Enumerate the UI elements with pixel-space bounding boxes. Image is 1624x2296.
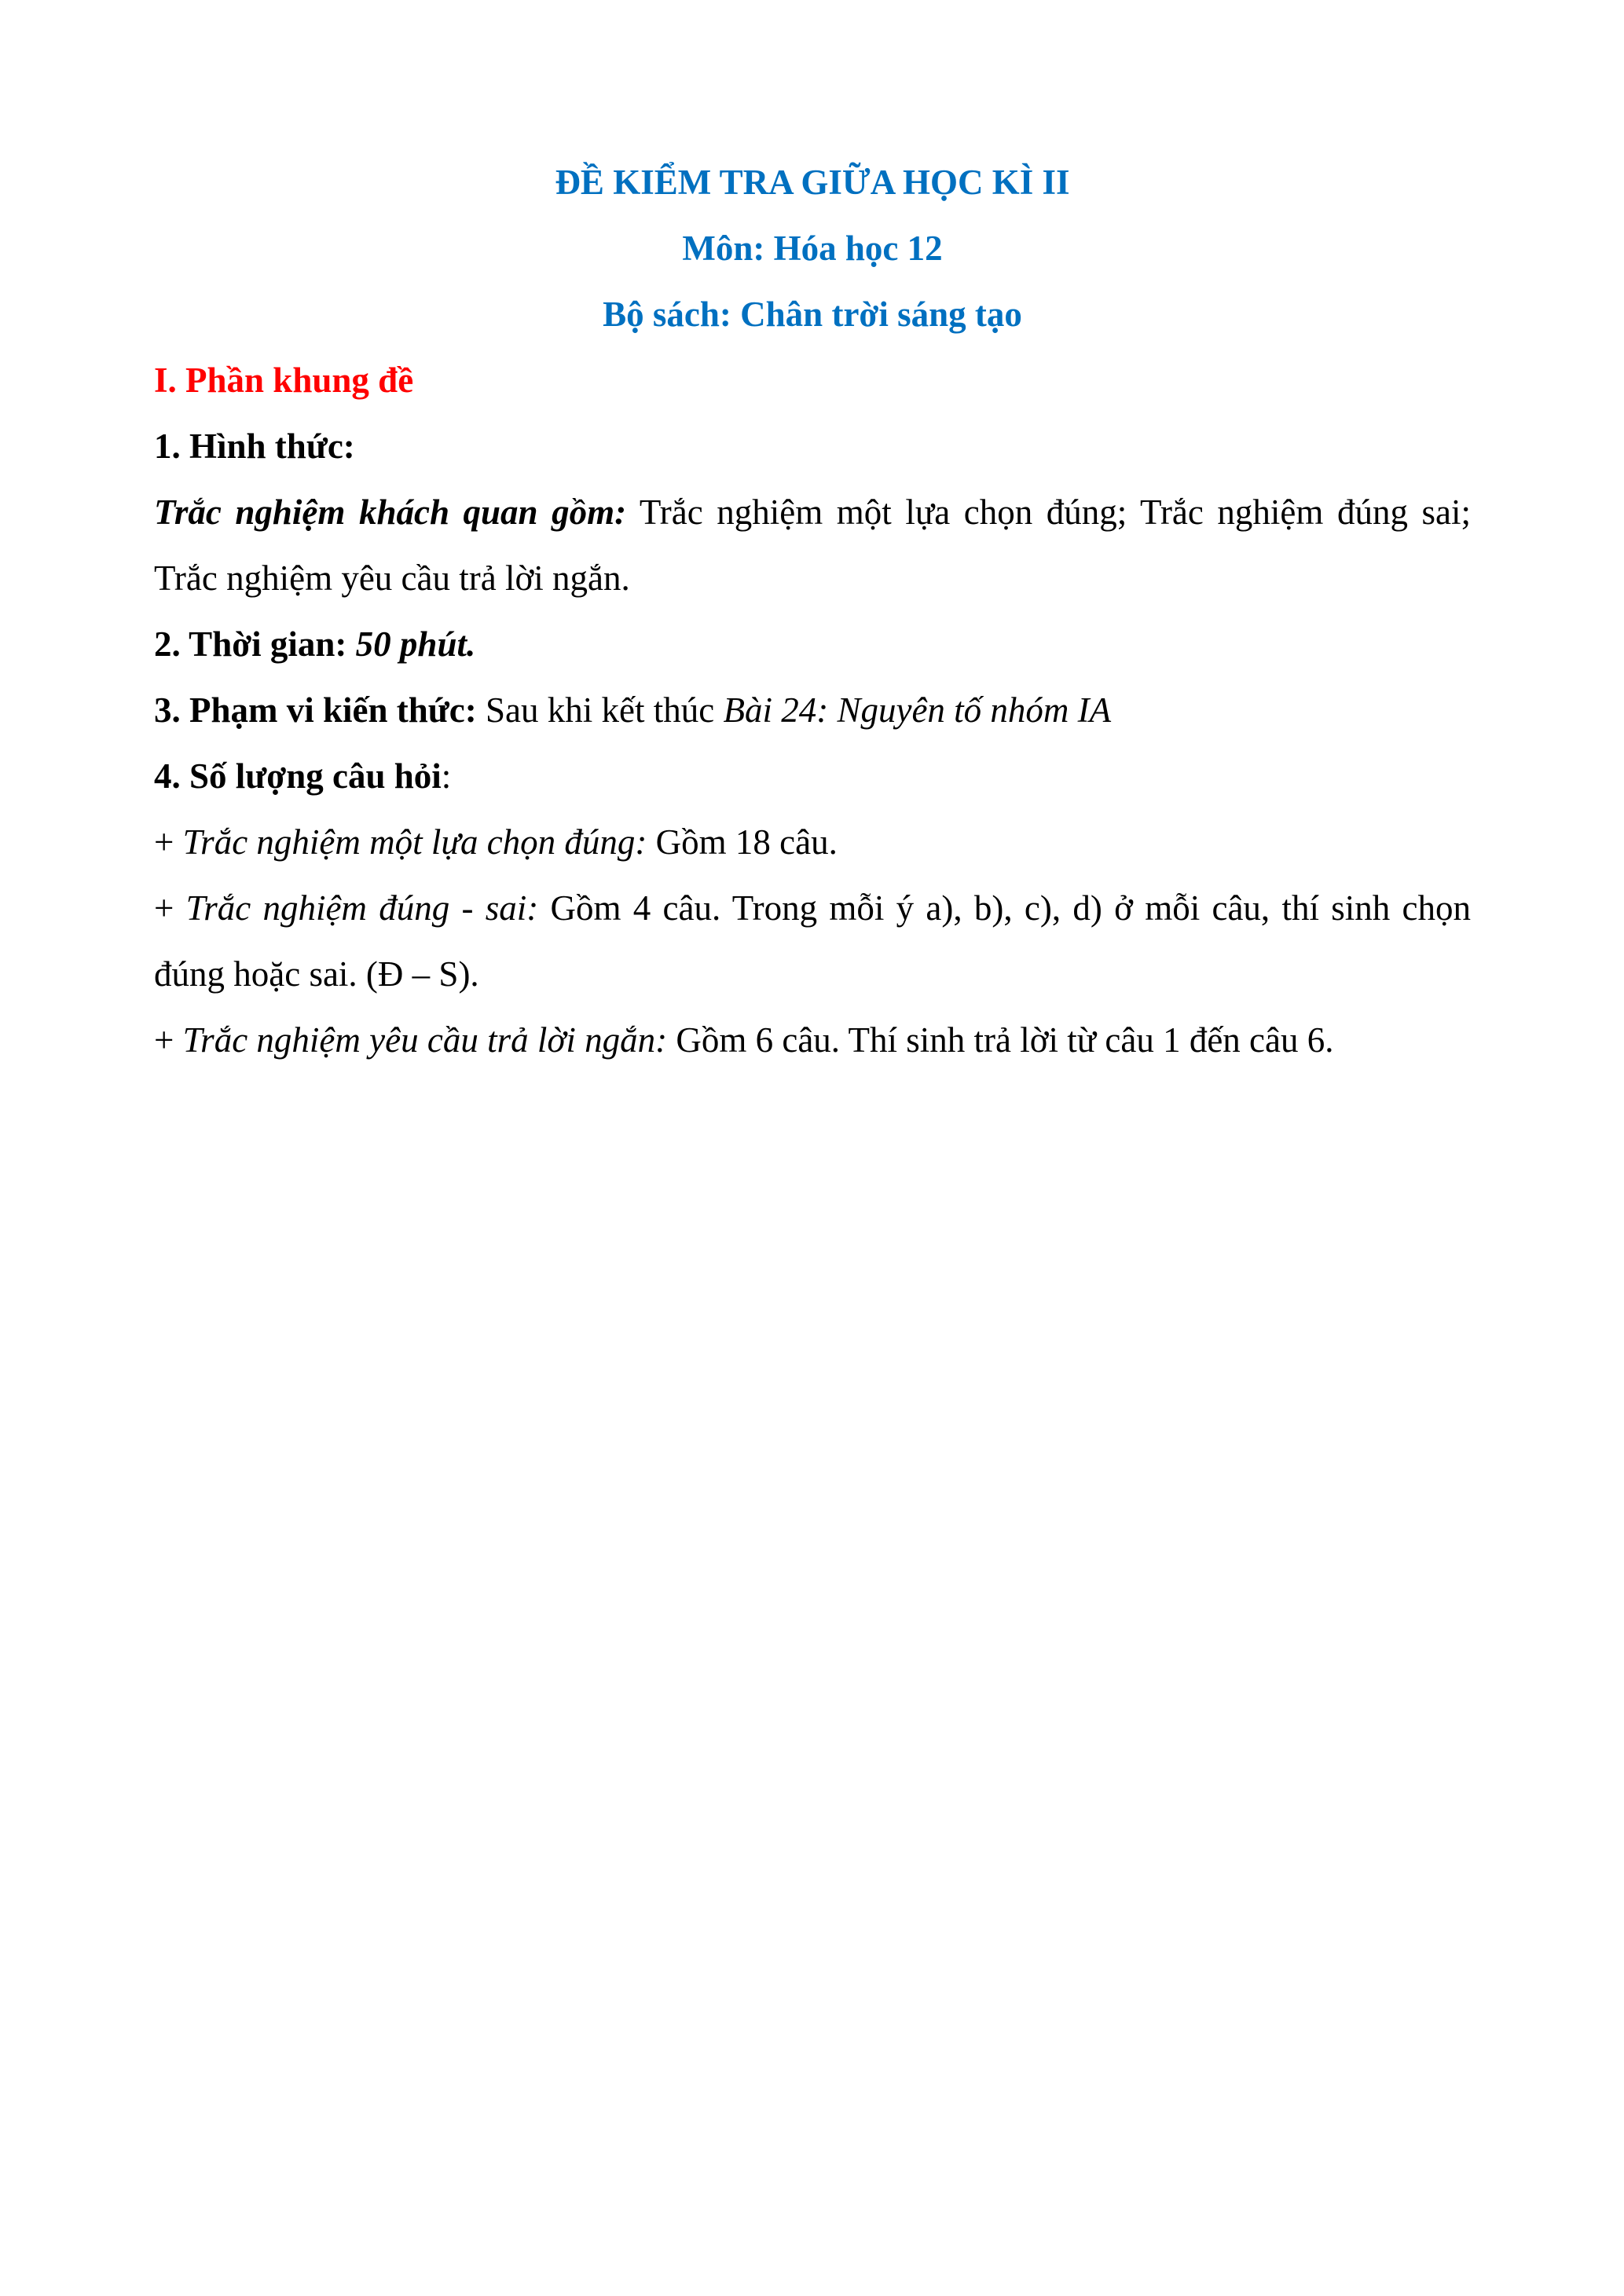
time-value: 50 phút. (355, 624, 476, 664)
item-text: Gồm 6 câu. Thí sinh trả lời từ câu 1 đến câu 6. (667, 1020, 1334, 1060)
document-content (154, 149, 1471, 1073)
item-prefix: + (154, 822, 183, 862)
count-item (154, 875, 1471, 1007)
item-text: Gồm 4 câu. Trong mỗi ý a), b), c), d) ở mỗi câu, thí sinh chọn đúng hoặc sai. (Đ – S). (154, 888, 1471, 994)
scope-paragraph (154, 677, 1471, 743)
book-line: Bộ sách: Chân trời sáng tạo (603, 295, 1022, 334)
item-prefix: + (154, 1020, 183, 1060)
exam-title: ĐỀ KIỂM TRA GIỮA HỌC KÌ II (555, 163, 1070, 202)
format-text: Trắc nghiệm một lựa chọn đúng; Trắc nghiệm đúng sai; Trắc nghiệm yêu cầu trả lời ngắn. (154, 493, 1472, 598)
count-heading-paragraph (154, 743, 1471, 809)
scope-text: Sau khi kết thúc (476, 690, 724, 730)
format-lead: Trắc nghiệm khách quan gồm: (154, 493, 627, 532)
item-type: Trắc nghiệm yêu cầu trả lời ngắn: (182, 1020, 668, 1060)
time-paragraph (154, 611, 1471, 677)
format-heading: 1. Hình thức: (154, 427, 355, 466)
count-label: 4. Số lượng câu hỏi (154, 756, 442, 796)
subject-line: Môn: Hóa học 12 (682, 229, 943, 268)
count-item (154, 809, 1471, 875)
item-type: Trắc nghiệm một lựa chọn đúng: (182, 822, 647, 862)
format-paragraph (154, 479, 1471, 611)
scope-label: 3. Phạm vi kiến thức: (154, 690, 477, 730)
count-item (154, 1007, 1471, 1073)
item-type: Trắc nghiệm đúng - sai: (185, 888, 539, 928)
section-title: I. Phần khung đề (154, 361, 414, 400)
scope-lesson: Bài 24: Nguyên tố nhóm IA (723, 690, 1112, 730)
item-prefix: + (154, 888, 186, 928)
item-text: Gồm 18 câu. (647, 822, 838, 862)
count-colon: : (441, 756, 452, 796)
time-label: 2. Thời gian: (154, 624, 356, 664)
